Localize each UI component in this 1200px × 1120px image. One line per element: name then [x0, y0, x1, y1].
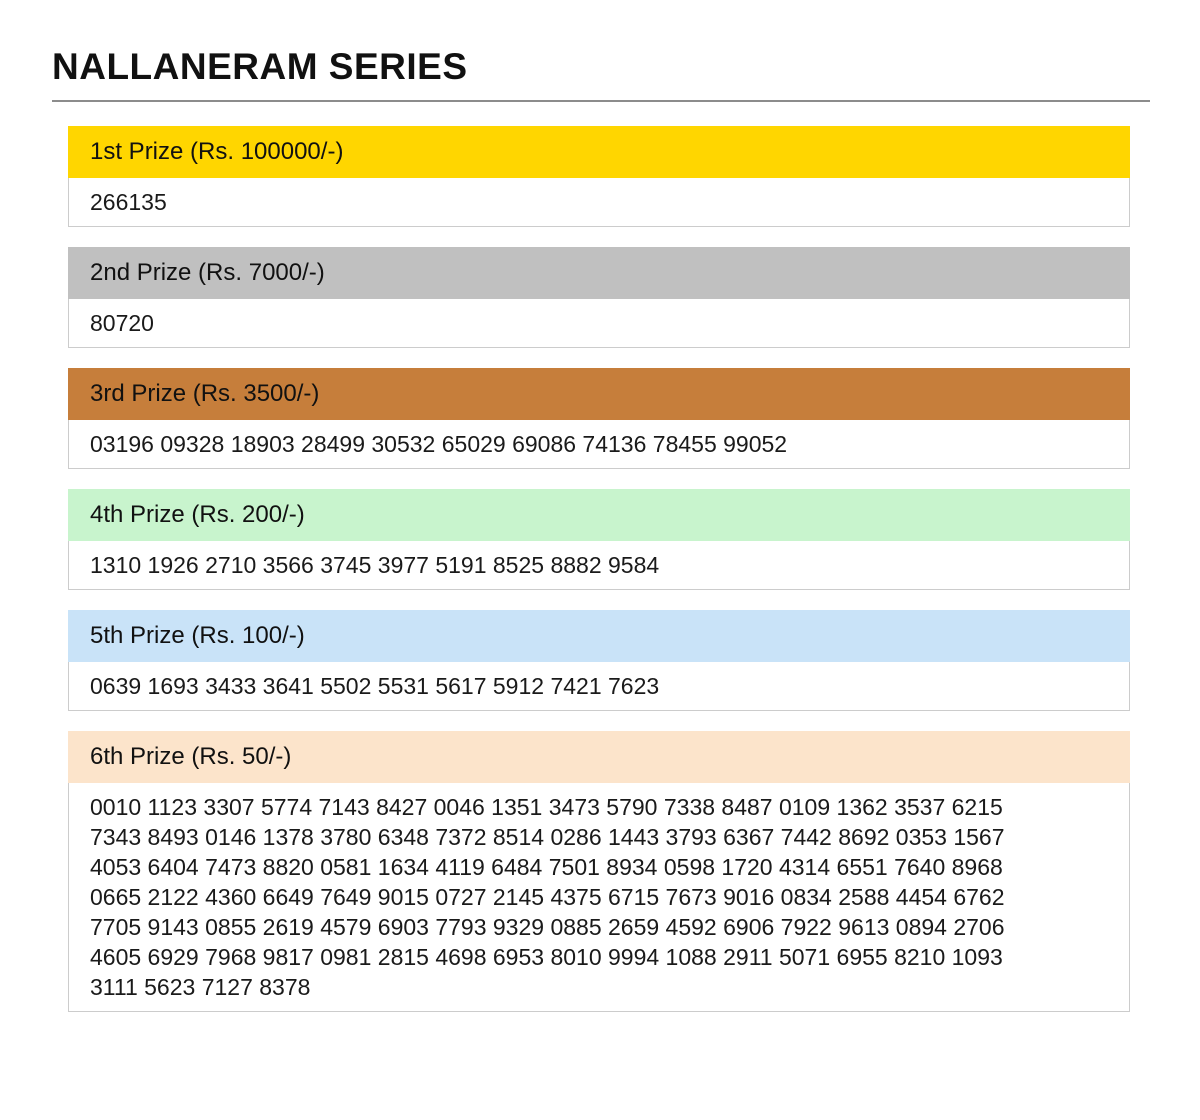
numbers-row: 0639 1693 3433 3641 5502 5531 5617 5912 7421 7623	[90, 673, 660, 699]
prize-section	[68, 610, 1130, 711]
page-title: NALLANERAM SERIES	[52, 46, 468, 87]
prize-numbers	[68, 541, 1130, 590]
numbers-row: 4605 6929 7968 9817 0981 2815 4698 6953 8010 9994 1088 2911 5071 6955 8210 1093	[90, 944, 1003, 970]
prize-section	[68, 126, 1130, 227]
numbers-row: 7705 9143 0855 2619 4579 6903 7793 9329 0885 2659 4592 6906 7922 9613 0894 2706	[90, 914, 1005, 940]
numbers-row: 03196 09328 18903 28499 30532 65029 69086 74136 78455 99052	[90, 431, 788, 457]
numbers-row: 266135	[90, 189, 167, 215]
prize-header	[68, 489, 1130, 541]
prize-sections-list	[68, 126, 1130, 1012]
numbers-row: 0665 2122 4360 6649 7649 9015 0727 2145 4375 6715 7673 9016 0834 2588 4454 6762	[90, 884, 1005, 910]
prize-label: 1st Prize (Rs. 100000/-)	[90, 138, 344, 165]
prize-numbers	[68, 178, 1130, 227]
prize-header	[68, 368, 1130, 420]
numbers-row: 1310 1926 2710 3566 3745 3977 5191 8525 8882 9584	[90, 552, 660, 578]
prize-section	[68, 247, 1130, 348]
prize-label: 4th Prize (Rs. 200/-)	[90, 501, 305, 528]
prize-section	[68, 731, 1130, 1012]
prize-numbers	[68, 783, 1130, 1012]
prize-header	[68, 610, 1130, 662]
prize-numbers	[68, 662, 1130, 711]
title-divider	[52, 100, 1150, 102]
prize-section	[68, 368, 1130, 469]
numbers-row: 4053 6404 7473 8820 0581 1634 4119 6484 7501 8934 0598 1720 4314 6551 7640 8968	[90, 854, 1003, 880]
prize-section	[68, 489, 1130, 590]
prize-label: 3rd Prize (Rs. 3500/-)	[90, 380, 320, 407]
numbers-row: 7343 8493 0146 1378 3780 6348 7372 8514 0286 1443 3793 6367 7442 8692 0353 1567	[90, 824, 1005, 850]
numbers-row: 0010 1123 3307 5774 7143 8427 0046 1351 3473 5790 7338 8487 0109 1362 3537 6215	[90, 794, 1003, 820]
prize-header	[68, 247, 1130, 299]
prize-header	[68, 126, 1130, 178]
prize-label: 5th Prize (Rs. 100/-)	[90, 622, 305, 649]
prize-label: 6th Prize (Rs. 50/-)	[90, 743, 292, 770]
prize-label: 2nd Prize (Rs. 7000/-)	[90, 259, 325, 286]
numbers-row: 80720	[90, 310, 154, 336]
prize-header	[68, 731, 1130, 783]
prize-numbers	[68, 299, 1130, 348]
prize-numbers	[68, 420, 1130, 469]
numbers-row: 3111 5623 7127 8378	[90, 974, 311, 1000]
